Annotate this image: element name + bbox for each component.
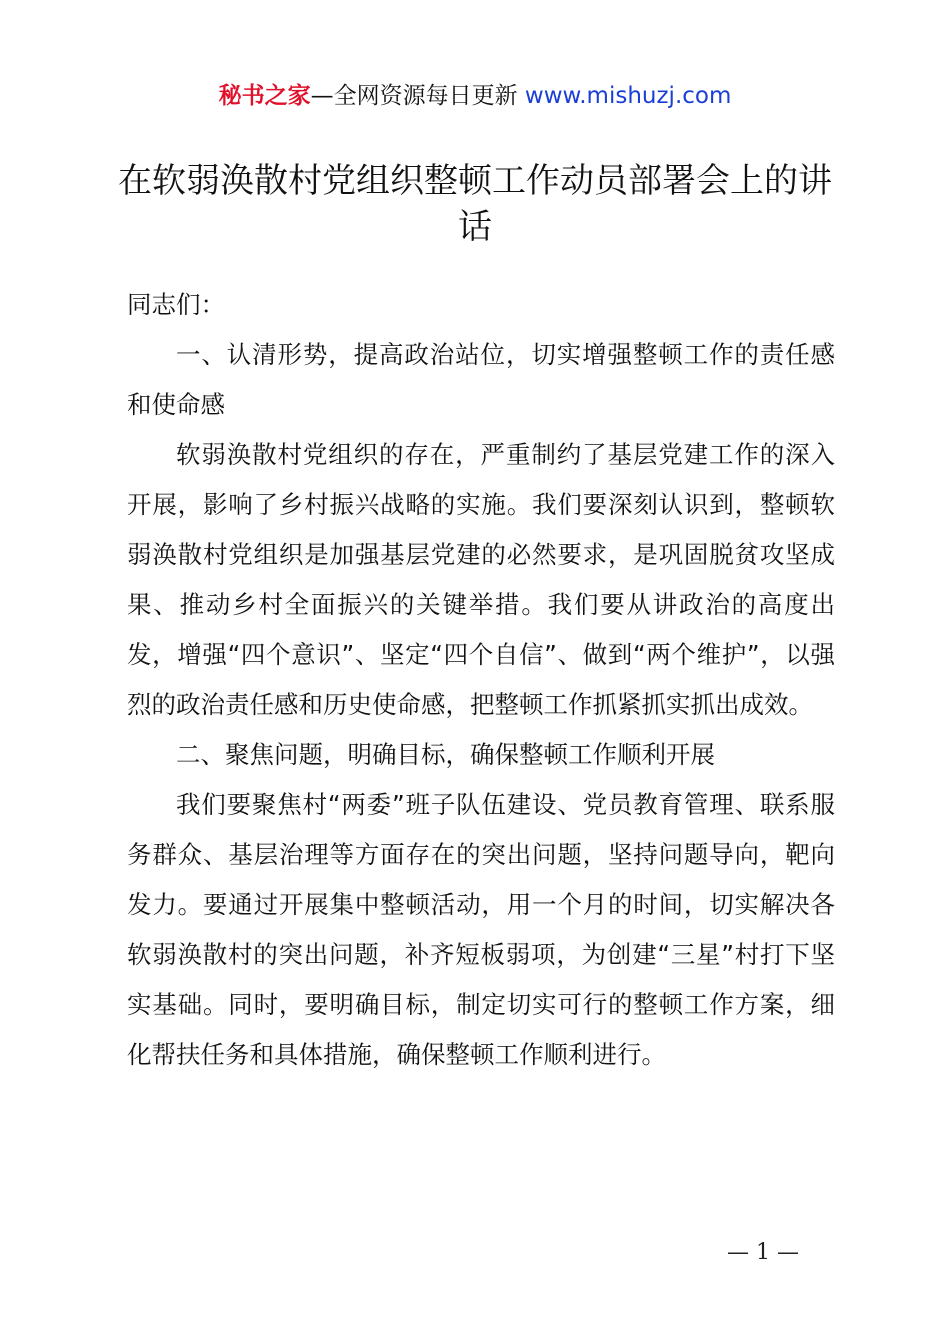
section-heading-2: 二、聚焦问题，明确目标，确保整顿工作顺利开展 xyxy=(176,740,715,769)
page-number: — 1 — xyxy=(727,1240,799,1265)
paragraph-2: 我们要聚焦村“两委”班子队伍建设、党员教育管理、联系服务群众、基层治理等方面存在的突出问题，坚持问题导向，靶向发力。要通过开展集中整顿活动，用一个月的时间，切实解决各软弱涣散村的突出问题，补齐短板弱项，为创建“三星”村打下坚实基础。同时，要明确目标，制定切实可行的整顿工作方案，细化帮扶任务和具体措施，确保整顿工作顺利进行。 xyxy=(127,790,835,1069)
header-tagline: —全网资源每日更新 xyxy=(310,83,525,109)
paragraph-1: 软弱涣散村党组织的存在，严重制约了基层党建工作的深入开展，影响了乡村振兴战略的实施。我们要深刻认识到，整顿软弱涣散村党组织是加强基层党建的必然要求，是巩固脱贫攻坚成果、推动乡村全面振兴的关键举措。我们要从讲政治的高度出发，增强“四个意识”、坚定“四个自信”、做到“两个维护”，以强烈的政治责任感和历史使命感，把整顿工作抓紧抓实抓出成效。 xyxy=(127,440,835,719)
brand-name: 秘书之家 xyxy=(218,83,311,109)
site-url-link[interactable]: www.mishuzj.com xyxy=(524,83,732,109)
document-body xyxy=(127,280,835,1080)
section-heading-1: 一、认清形势，提高政治站位，切实增强整顿工作的责任感和使命感 xyxy=(127,340,835,419)
document-title: 在软弱涣散村党组织整顿工作动员部署会上的讲话 xyxy=(118,161,832,247)
site-header xyxy=(0,80,950,112)
salutation: 同志们： xyxy=(127,290,225,319)
